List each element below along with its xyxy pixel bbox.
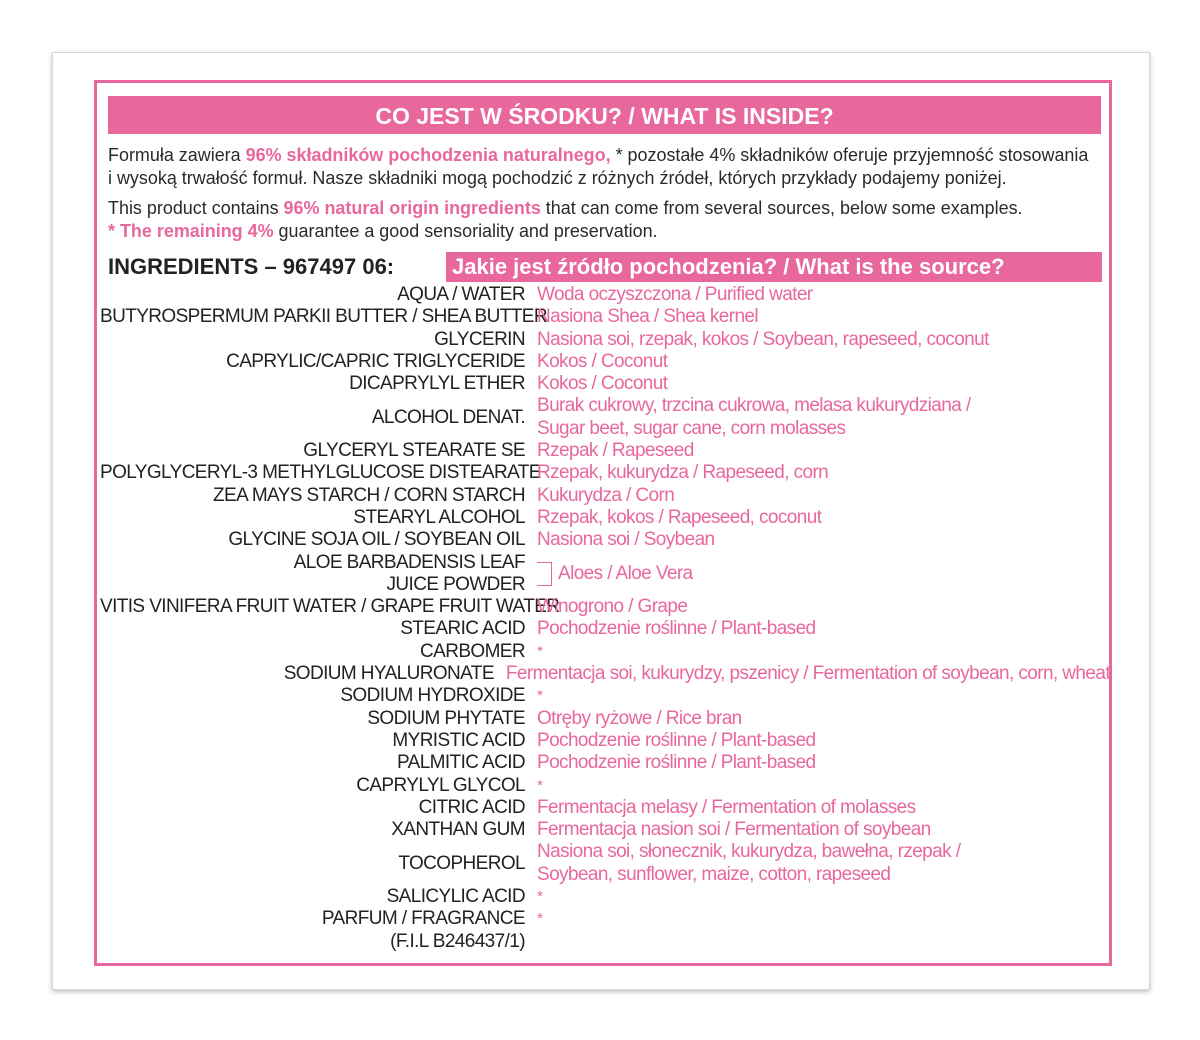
ingredients-table (100, 284, 1110, 953)
table-row (100, 596, 1110, 618)
ingredient-line: ALOE BARBADENSIS LEAF (293, 551, 525, 573)
table-row (100, 797, 1110, 819)
ingredient-source: * (537, 687, 543, 705)
ingredient-name: STEARIC ACID (400, 618, 525, 640)
ingredient-source: Winogrono / Grape (537, 596, 688, 618)
ingredient-source: Pochodzenie roślinne / Plant-based (537, 618, 816, 640)
table-row (100, 507, 1110, 529)
ingredient-name: CAPRYLYL GLYCOL (356, 774, 525, 796)
ingredient-name: SODIUM PHYTATE (367, 707, 525, 729)
desc-pl-line2: i wysoką trwałość formuł. Nasze składniki mogą pochodzić z różnych źródeł, których przykłady podajemy poniżej. (108, 167, 1007, 188)
ingredient-name: TOCOPHEROL (398, 852, 525, 874)
ingredient-name (100, 552, 537, 597)
ingredient-source: * (537, 642, 543, 660)
ingredient-name: POLYGLYCERYL-3 METHYLGLUCOSE DISTEARATE (100, 462, 541, 484)
table-row (100, 351, 1110, 373)
desc-en-highlight: 96% natural origin ingredients (283, 197, 541, 218)
table-row (100, 440, 1110, 462)
table-row (100, 708, 1110, 730)
table-row (100, 284, 1110, 306)
table-row (100, 730, 1110, 752)
ingredient-source: Rzepak / Rapeseed (537, 440, 694, 462)
table-row (100, 395, 1110, 440)
ingredient-name: CAPRYLIC/CAPRIC TRIGLYCERIDE (226, 350, 525, 372)
desc-pl-text-c: * pozostałe 4% składników oferuje przyjemność stosowania (610, 144, 1089, 165)
description-english (108, 196, 1078, 242)
ingredient-name: STEARYL ALCOHOL (353, 506, 525, 528)
ingredient-source: Fermentacja melasy / Fermentation of molasses (537, 796, 916, 818)
ingredient-source: Rzepak, kukurydza / Rapeseed, corn (537, 462, 829, 484)
ingredient-source: * (537, 888, 543, 906)
ingredient-name: GLYCERIN (434, 328, 525, 350)
ingredient-source: Kukurydza / Corn (537, 484, 675, 506)
ingredient-source: Rzepak, kokos / Rapeseed, coconut (537, 506, 822, 528)
ingredient-line: JUICE POWDER (386, 573, 525, 595)
source-line: Burak cukrowy, trzcina cukrowa, melasa kukurydziana / (537, 395, 971, 417)
ingredient-source: Fermentacja soi, kukurydzy, pszenicy / Fermentation of soybean, corn, wheat (505, 663, 1110, 685)
table-row (100, 641, 1110, 663)
table-row (100, 462, 1110, 484)
ingredient-name: DICAPRYLYL ETHER (349, 373, 525, 395)
table-row (100, 752, 1110, 774)
table-row (100, 908, 1110, 930)
ingredient-source (537, 395, 1110, 440)
ingredient-source: Fermentacja nasion soi / Fermentation of soybean (537, 819, 931, 841)
ingredients-heading: INGREDIENTS – 967497 06: (108, 254, 395, 279)
table-row (100, 552, 1110, 597)
desc-pl-highlight: 96% składników pochodzenia naturalnego, (245, 144, 611, 165)
table-row (100, 931, 1110, 953)
desc-en-text-c: that can come from several sources, below some examples. (540, 197, 1023, 218)
table-row (100, 485, 1110, 507)
ingredient-source: Kokos / Coconut (537, 373, 668, 395)
source-heading: Jakie jest źródło pochodzenia? / What is the source? (446, 252, 1102, 282)
desc-en-remaining: * The remaining 4% (108, 220, 274, 241)
source-line: Soybean, sunflower, maize, cotton, rapeseed (537, 863, 891, 885)
ingredient-name: GLYCERYL STEARATE SE (303, 440, 525, 462)
ingredient-name: VITIS VINIFERA FRUIT WATER / GRAPE FRUIT WATER (100, 596, 560, 618)
ingredient-name: PALMITIC ACID (396, 752, 525, 774)
ingredient-source: Pochodzenie roślinne / Plant-based (537, 729, 816, 751)
desc-en-line2: guarantee a good sensoriality and preservation. (273, 220, 658, 241)
source-line: Nasiona soi, słonecznik, kukurydza, bawełna, rzepak / (537, 841, 961, 863)
table-row (100, 841, 1110, 886)
ingredient-name: (F.I.L B246437/1) (390, 930, 525, 952)
source-line: Sugar beet, sugar cane, corn molasses (537, 417, 846, 439)
ingredient-name: SODIUM HYALURONATE (283, 663, 494, 685)
ingredient-name: SALICYLIC ACID (386, 886, 525, 908)
desc-pl-text-a: Formuła zawiera (108, 144, 246, 165)
ingredient-source: Nasiona soi / Soybean (537, 529, 715, 551)
table-row (100, 886, 1110, 908)
ingredient-source: Otręby ryżowe / Rice bran (537, 707, 742, 729)
ingredient-source: Nasiona soi, rzepak, kokos / Soybean, rapeseed, coconut (537, 328, 989, 350)
ingredient-source (537, 931, 1110, 953)
ingredient-name: SODIUM HYDROXIDE (340, 685, 525, 707)
ingredient-name: MYRISTIC ACID (392, 729, 525, 751)
table-row (100, 529, 1110, 551)
table-row (100, 373, 1110, 395)
ingredient-name: ALCOHOL DENAT. (371, 406, 525, 428)
table-row (100, 663, 1110, 685)
ingredient-source (537, 562, 1110, 586)
ingredient-name: CITRIC ACID (418, 796, 525, 818)
table-row (100, 618, 1110, 640)
bracket-icon (537, 562, 552, 586)
desc-en-text-a: This product contains (108, 197, 284, 218)
table-row (100, 329, 1110, 351)
source-text: Aloes / Aloe Vera (558, 562, 693, 584)
ingredient-source: Woda oczyszczona / Purified water (537, 284, 813, 305)
table-row (100, 819, 1110, 841)
table-row (100, 775, 1110, 797)
ingredient-source: * (537, 776, 543, 794)
ingredient-name: CARBOMER (420, 640, 525, 662)
ingredient-source: Kokos / Coconut (537, 350, 668, 372)
table-row (100, 685, 1110, 707)
description-polish (108, 143, 1089, 189)
ingredient-source: * (537, 910, 543, 928)
ingredient-source: Pochodzenie roślinne / Plant-based (537, 752, 816, 774)
ingredient-name: AQUA / WATER (397, 284, 525, 305)
ingredient-name: GLYCINE SOJA OIL / SOYBEAN OIL (228, 529, 525, 551)
ingredient-source: Nasiona Shea / Shea kernel (537, 306, 759, 328)
ingredient-name: ZEA MAYS STARCH / CORN STARCH (213, 484, 525, 506)
ingredient-name: BUTYROSPERMUM PARKII BUTTER / SHEA BUTTER (100, 306, 547, 328)
ingredient-name: PARFUM / FRAGRANCE (321, 908, 525, 930)
ingredient-source (537, 841, 1110, 886)
banner-title: CO JEST W ŚRODKU? / WHAT IS INSIDE? (108, 96, 1101, 134)
ingredient-name: XANTHAN GUM (391, 819, 525, 841)
table-row (100, 306, 1110, 328)
